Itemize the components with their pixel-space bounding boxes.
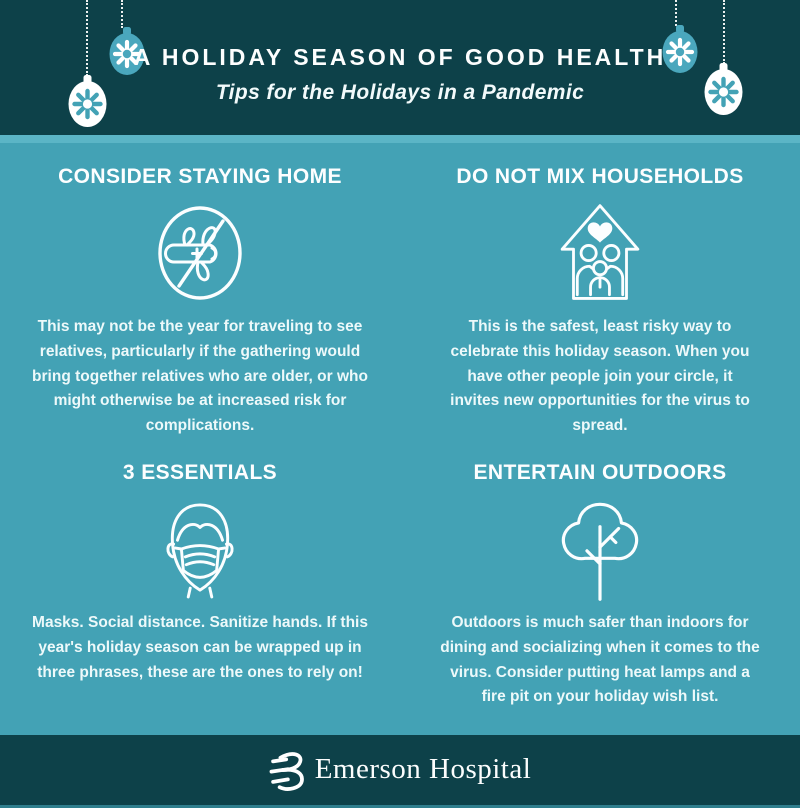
tree-icon (553, 495, 647, 603)
footer-bar (0, 735, 800, 808)
tip-3-essentials (0, 439, 400, 735)
ornament-string (121, 0, 123, 28)
emerson-hospital-logo (269, 748, 305, 792)
brand-name: Emerson Hospital (314, 753, 532, 786)
ornament-string (675, 0, 677, 26)
tip-heading: CONSIDER STAYING HOME (58, 165, 342, 188)
page-subtitle: Tips for the Holidays in a Pandemic (215, 81, 585, 104)
tip-consider-staying-home (0, 143, 400, 439)
no-travel-icon (152, 199, 248, 307)
household-family-icon (551, 199, 649, 307)
tip-heading: DO NOT MIX HOUSEHOLDS (456, 165, 744, 188)
tip-entertain-outdoors (400, 439, 800, 735)
tip-heading: ENTERTAIN OUTDOORS (473, 460, 727, 484)
face-mask-icon (153, 495, 247, 603)
tip-body: Masks. Social distance. Sanitize hands. If this year's holiday season can be wrapped up in three phrases, these are the ones to rely on! (32, 613, 368, 681)
tips-grid (0, 143, 800, 735)
tip-body: This may not be the year for traveling to see relatives, particularly if the gathering would bring together relatives who are older, or who might otherwise be at increased risk for complications. (32, 318, 368, 435)
accent-strip (0, 135, 800, 143)
tip-body: Outdoors is much safer than indoors for dining and socializing when it comes to the virus. Consider putting heat lamps and a fire pit on your holiday wish list. (440, 613, 760, 706)
page-title: A HOLIDAY SEASON OF GOOD HEALTH (133, 44, 667, 70)
tip-body: This is the safest, least risky way to celebrate this holiday season. When you have other people join your circle, it invites new opportunities for the virus to spread. (450, 318, 750, 435)
header-banner (0, 0, 800, 135)
tip-do-not-mix-households (400, 143, 800, 439)
tip-heading: 3 ESSENTIALS (122, 460, 278, 484)
